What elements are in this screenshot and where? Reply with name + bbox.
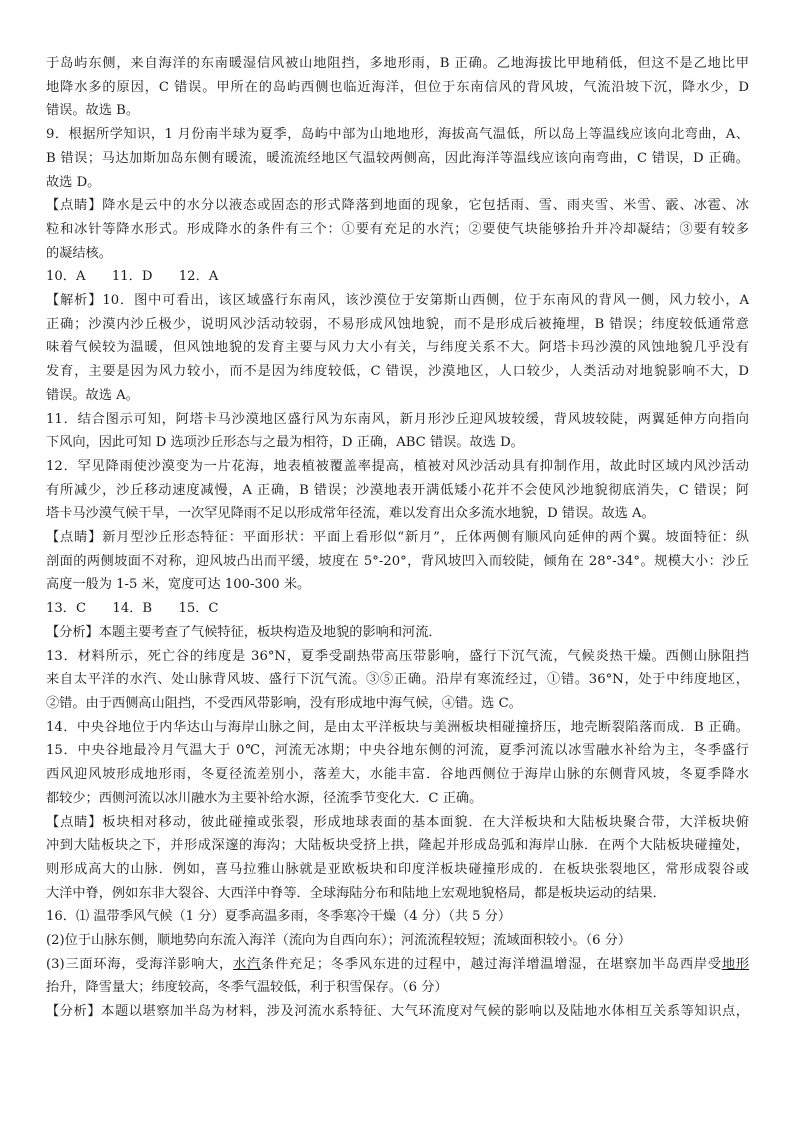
- text-line: 味着气候较为温暖，但风蚀地貌的发育主要与风力大小有关，与纬度关系不大。阿塔卡玛沙漠的风蚀地貌几乎没有: [46, 340, 749, 356]
- text-line: 【点睛】新月型沙丘形态特征：平面形状：平面上看形似“新月”，丘体两侧有顺风向延伸的两个翼。坡面特征：纵: [46, 530, 749, 546]
- text-line: 故选 D。: [46, 174, 101, 190]
- answer-row: 13．C 14．B 15．C: [46, 601, 219, 617]
- underlined-segment: 水汽: [233, 956, 261, 972]
- text-line: ②错。由于西侧高山阻挡，不受西风带影响，没有形成地中海气候，④错。选 C。: [46, 695, 522, 711]
- text-line: 12．罕见降雨使沙漠变为一片花海，地表植被覆盖率提高，植被对风沙活动具有抑制作用，故此时区域内风沙活动: [46, 458, 749, 474]
- text-line: 【解析】10．图中可看出，该区域盛行东南风，该沙漠位于安第斯山西侧，位于东南风的背风一侧，风力较小，A: [46, 293, 749, 309]
- text-line: 错误。故选 A。: [46, 387, 139, 403]
- text-line: 抬升，降雪量大；纬度较高，冬季气温较低，利于积雪保存。（6 分）: [46, 980, 448, 996]
- text-line: 11．结合图示可知，阿塔卡马沙漠地区盛行风为东南风，新月形沙丘迎风坡较缓，背风坡较陡，两翼延伸方向指向: [46, 411, 749, 427]
- text-line: 大洋中脊，例如东非大裂谷、大西洋中脊等．全球海陆分布和陆地上宏观地貌格局，都是板块运动的结果．: [46, 885, 666, 901]
- text-line: 【点睛】降水是云中的水分以液态或固态的形式降落到地面的现象，它包括雨、雪、雨夹雪、米雪、霰、冰雹、冰: [46, 198, 749, 214]
- text-line: 来自太平洋的水汽、处山脉背风坡、盛行下沉气流。③⑤正确。沿岸有寒流经过，①错。36°N，处于中纬度地区，: [46, 672, 749, 688]
- text-line: 【点睛】板块相对移动，彼此碰撞或张裂，形成地球表面的基本面貌．在大洋板块和大陆板块聚合带，大洋板块俯: [46, 814, 749, 830]
- text-line: 错误。故选 B。: [46, 103, 140, 119]
- text-line: 粒和冰针等降水形式。形成降水的条件有三个：①要有充足的水汽；②要使气块能够抬升并冷却凝结；③要有较多: [46, 221, 749, 237]
- text-line: 的凝结核。: [46, 245, 112, 261]
- text-line: 【分析】本题以堪察加半岛为材料，涉及河流水系特征、大气环流度对气候的影响以及陆地水体相互关系等知识点，: [46, 1004, 749, 1020]
- text-line: 下风向，因此可知 D 选项沙丘形态与之最为相符，D 正确，ABC 错误。故选 D。: [46, 435, 524, 451]
- text-line: 发育，主要是因为风力较小，而不是因为纬度较低，C 错误，沙漠地区，人口较少，人类活动对地貌影响不大，D: [46, 364, 749, 380]
- text-line: 14．中央谷地位于内华达山与海岸山脉之间，是由太平洋板块与美洲板块相碰撞挤压，地壳断裂陷落而成．B 正确。: [46, 719, 749, 735]
- answer-row: 10．A 11．D 12．A: [46, 269, 219, 285]
- text-line: 剖面的两侧坡面不对称，迎风坡凸出而平缓，坡度在 5°-20°，背风坡凹入而较陡，倾角在 28°-34°。规模大小：沙丘: [46, 553, 749, 569]
- text-line: 西风迎风坡形成地形雨，冬夏径流差别小，落差大，水能丰富．谷地西侧位于海岸山脉的东侧背风坡，冬夏季降水: [46, 767, 749, 783]
- text-line: 【分析】本题主要考查了气候特征，板块构造及地貌的影响和河流．: [46, 624, 442, 640]
- text-line: 13．材料所示，死亡谷的纬度是 36°N，夏季受副热带高压带影响，盛行下沉气流，气候炎热干燥。西侧山脉阻挡: [46, 648, 749, 664]
- text-line: 15．中央谷地最冷月气温大于 0℃，河流无冰期；中央谷地东侧的河流，夏季河流以冰雪融水补给为主，冬季盛行: [46, 743, 749, 759]
- text-line: 都较少；西侧河流以冰川融水为主要补给水源，径流季节变化大．C 正确。: [46, 790, 483, 806]
- text-line: (2)位于山脉东侧，顺地势向东流入海洋（流向为自西向东）；河流流程较短；流域面积较小。（6 分）: [46, 933, 632, 949]
- text-line: 16．⑴ 温带季风气候（1 分）夏季高温多雨，冬季寒冷干燥（4 分）（共 5 分）: [46, 909, 512, 925]
- text-line: 地降水多的原因，C 错误。甲所在的岛屿西侧也临近海洋，但位于东南信风的背风坡，气流沿坡下沉，降水少，D: [46, 79, 749, 95]
- underlined-segment: 地形: [721, 956, 750, 972]
- text-line: 高度一般为 1-5 米，宽度可达 100-300 米。: [46, 577, 311, 593]
- text-line: 正确；沙漠内沙丘极少，说明风沙活动较弱，不易形成风蚀地貌，而不是形成后被掩埋，B 错误；纬度较低通常意: [46, 316, 749, 332]
- text-line: 于岛屿东侧，来自海洋的东南暖湿信风被山地阻挡，多地形雨，B 正确。乙地海拔比甲地稍低，但这不是乙地比甲: [46, 56, 749, 71]
- text-line: B 错误；马达加斯加岛东侧有暖流，暖流流经地区气温较两侧高，因此海洋等温线应该向南弯曲，C 错误，D 正确。: [46, 150, 749, 166]
- text-line: 塔卡马沙漠气候干旱，一次罕见降雨不足以形成常年径流，难以发育出众多流水地貌，D 错误。故选 A。: [46, 506, 655, 522]
- text-line: 9．根据所学知识，1 月份南半球为夏季，岛屿中部为山地地形，海拔高气温低，所以岛上等温线应该向北弯曲，A、: [46, 127, 749, 143]
- text-line: 则形成高大的山脉．例如，喜马拉雅山脉就是亚欧板块和印度洋板块碰撞形成的．在板块张裂地区，常形成裂谷或: [46, 861, 749, 877]
- text-segment: (3)三面环海，受海洋影响大，: [46, 956, 234, 972]
- text-line: 冲到大陆板块之下，并形成深邃的海沟；大陆板块受挤上拱，隆起并形成岛弧和海岸山脉．在两个大陆板块碰撞处，: [46, 838, 749, 854]
- text-segment: 条件充足；冬季风东进的过程中，越过海洋增温增湿，在堪察加半岛西岸受: [260, 956, 722, 972]
- text-line-underlined: [46, 953, 749, 977]
- text-line: 有所减少，沙丘移动速度减慢，A 正确，B 错误；沙漠地表开满低矮小花并不会使风沙地貌彻底消失，C 错误；阿: [46, 482, 749, 498]
